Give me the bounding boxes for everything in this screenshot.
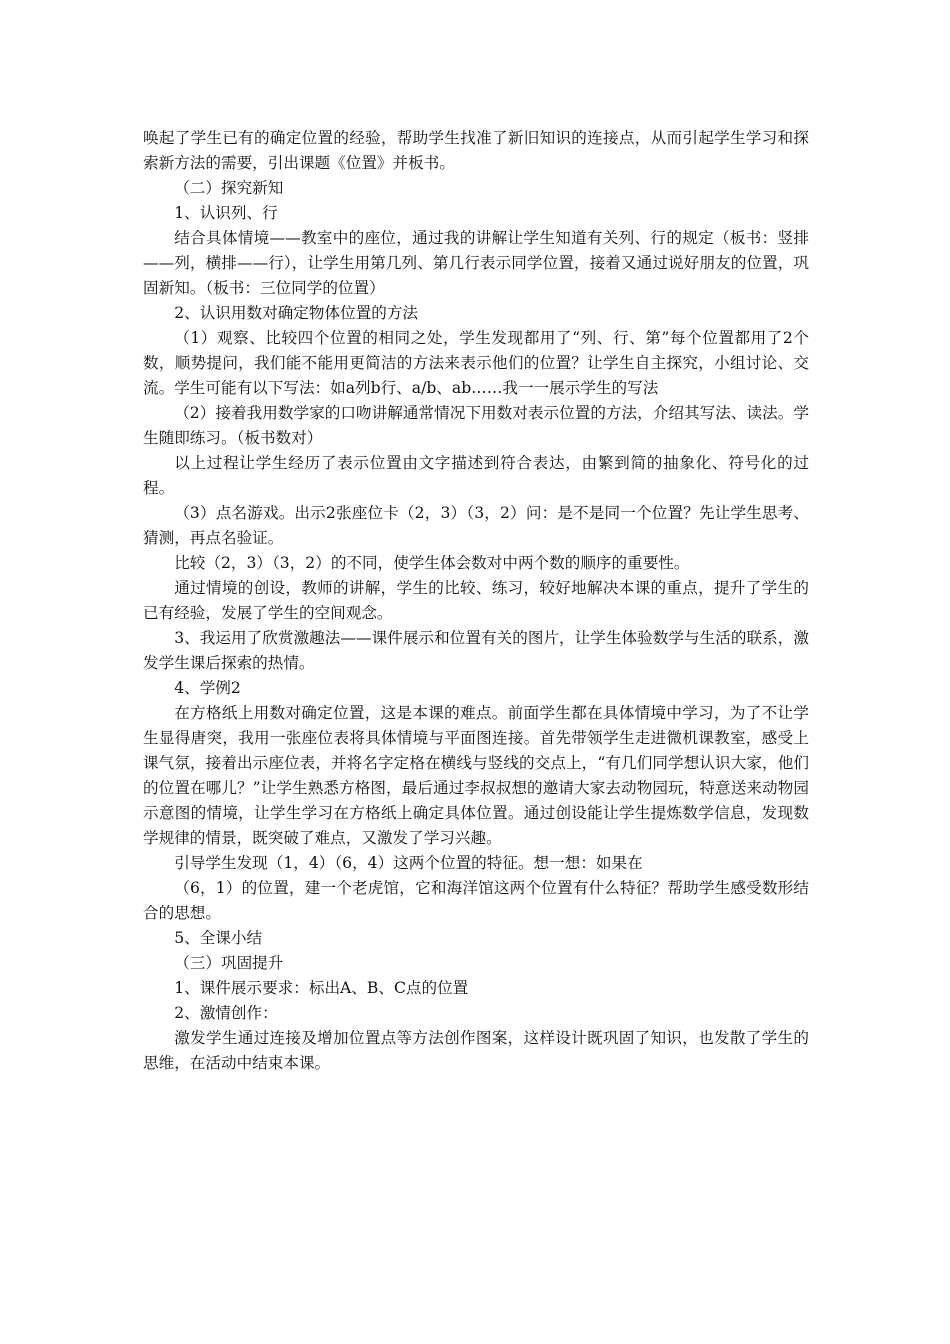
- paragraph: 通过情境的创设，教师的讲解，学生的比较、练习，较好地解决本课的重点，提升了学生的已有经验，发展了学生的空间观念。: [143, 579, 809, 622]
- subsection-heading: 2、认识用数对确定物体位置的方法: [174, 304, 419, 322]
- paragraph: 3、我运用了欣赏激趣法——课件展示和位置有关的图片，让学生体验数学与生活的联系，激发学生课后探索的热情。: [143, 629, 809, 672]
- subsection-heading: 4、学例2: [174, 679, 241, 697]
- section-heading: （二）探究新知: [174, 179, 284, 197]
- paragraph: 唤起了学生已有的确定位置的经验，帮助学生找准了新旧知识的连接点，从而引起学生学习和探索新方法的需要，引出课题《位置》并板书。: [143, 129, 809, 172]
- section-heading: （三）巩固提升: [174, 954, 284, 972]
- paragraph: （6，1）的位置，建一个老虎馆，它和海洋馆这两个位置有什么特征？帮助学生感受数形结合的思想。: [143, 879, 809, 922]
- paragraph: 引导学生发现（1，4）（6，4）这两个位置的特征。想一想：如果在: [174, 854, 643, 872]
- subsection-heading: 1、课件展示要求：标出A、B、C点的位置: [174, 979, 469, 997]
- document-page: [143, 126, 809, 1076]
- paragraph: 在方格纸上用数对确定位置，这是本课的难点。前面学生都在具体情境中学习，为了不让学生显得唐突，我用一张座位表将具体情境与平面图连接。首先带领学生走进微机课教室，感受上课气氛，接着出示座位表，并将名字定格在横线与竖线的交点上，“有几们同学想认识大家，他们的位置在哪儿？”让学生熟悉方格图，最后通过李叔叔想的邀请大家去动物园玩，特意送来动物园示意图的情境，让学生学习在方格纸上确定具体位置。通过创设能让学生提炼数学信息，发现数学规律的情景，既突破了难点，又激发了学习兴趣。: [143, 704, 809, 847]
- paragraph: 激发学生通过连接及增加位置点等方法创作图案，这样设计既巩固了知识，也发散了学生的思维，在活动中结束本课。: [143, 1029, 809, 1072]
- paragraph: 比较（2，3）（3，2）的不同，使学生体会数对中两个数的顺序的重要性。: [174, 554, 690, 572]
- paragraph: （2）接着我用数学家的口吻讲解通常情况下用数对表示位置的方法，介绍其写法、读法。学生随即练习。（板书数对）: [143, 404, 809, 447]
- subsection-heading: 2、激情创作：: [174, 1004, 278, 1022]
- paragraph: （3）点名游戏。出示2张座位卡（2，3）（3，2）问：是不是同一个位置？先让学生思考、猜测，再点名验证。: [143, 504, 809, 547]
- subsection-heading: 5、全课小结: [174, 929, 263, 947]
- paragraph: （1）观察、比较四个位置的相同之处，学生发现都用了“列、行、第”每个位置都用了2个数，顺势提问，我们能不能用更简洁的方法来表示他们的位置？让学生自主探究，小组讨论、交流。学生可能有以下写法：如a列b行、a/b、ab……我一一展示学生的写法: [143, 329, 809, 397]
- paragraph: 结合具体情境——教室中的座位，通过我的讲解让学生知道有关列、行的规定（板书：竖排——列，横排——行），让学生用第几列、第几行表示同学位置，接着又通过说好朋友的位置，巩固新知。（板书：三位同学的位置）: [143, 229, 809, 297]
- subsection-heading: 1、认识列、行: [174, 204, 278, 222]
- paragraph: 以上过程让学生经历了表示位置由文字描述到符合表达，由繁到简的抽象化、符号化的过程。: [143, 454, 809, 497]
